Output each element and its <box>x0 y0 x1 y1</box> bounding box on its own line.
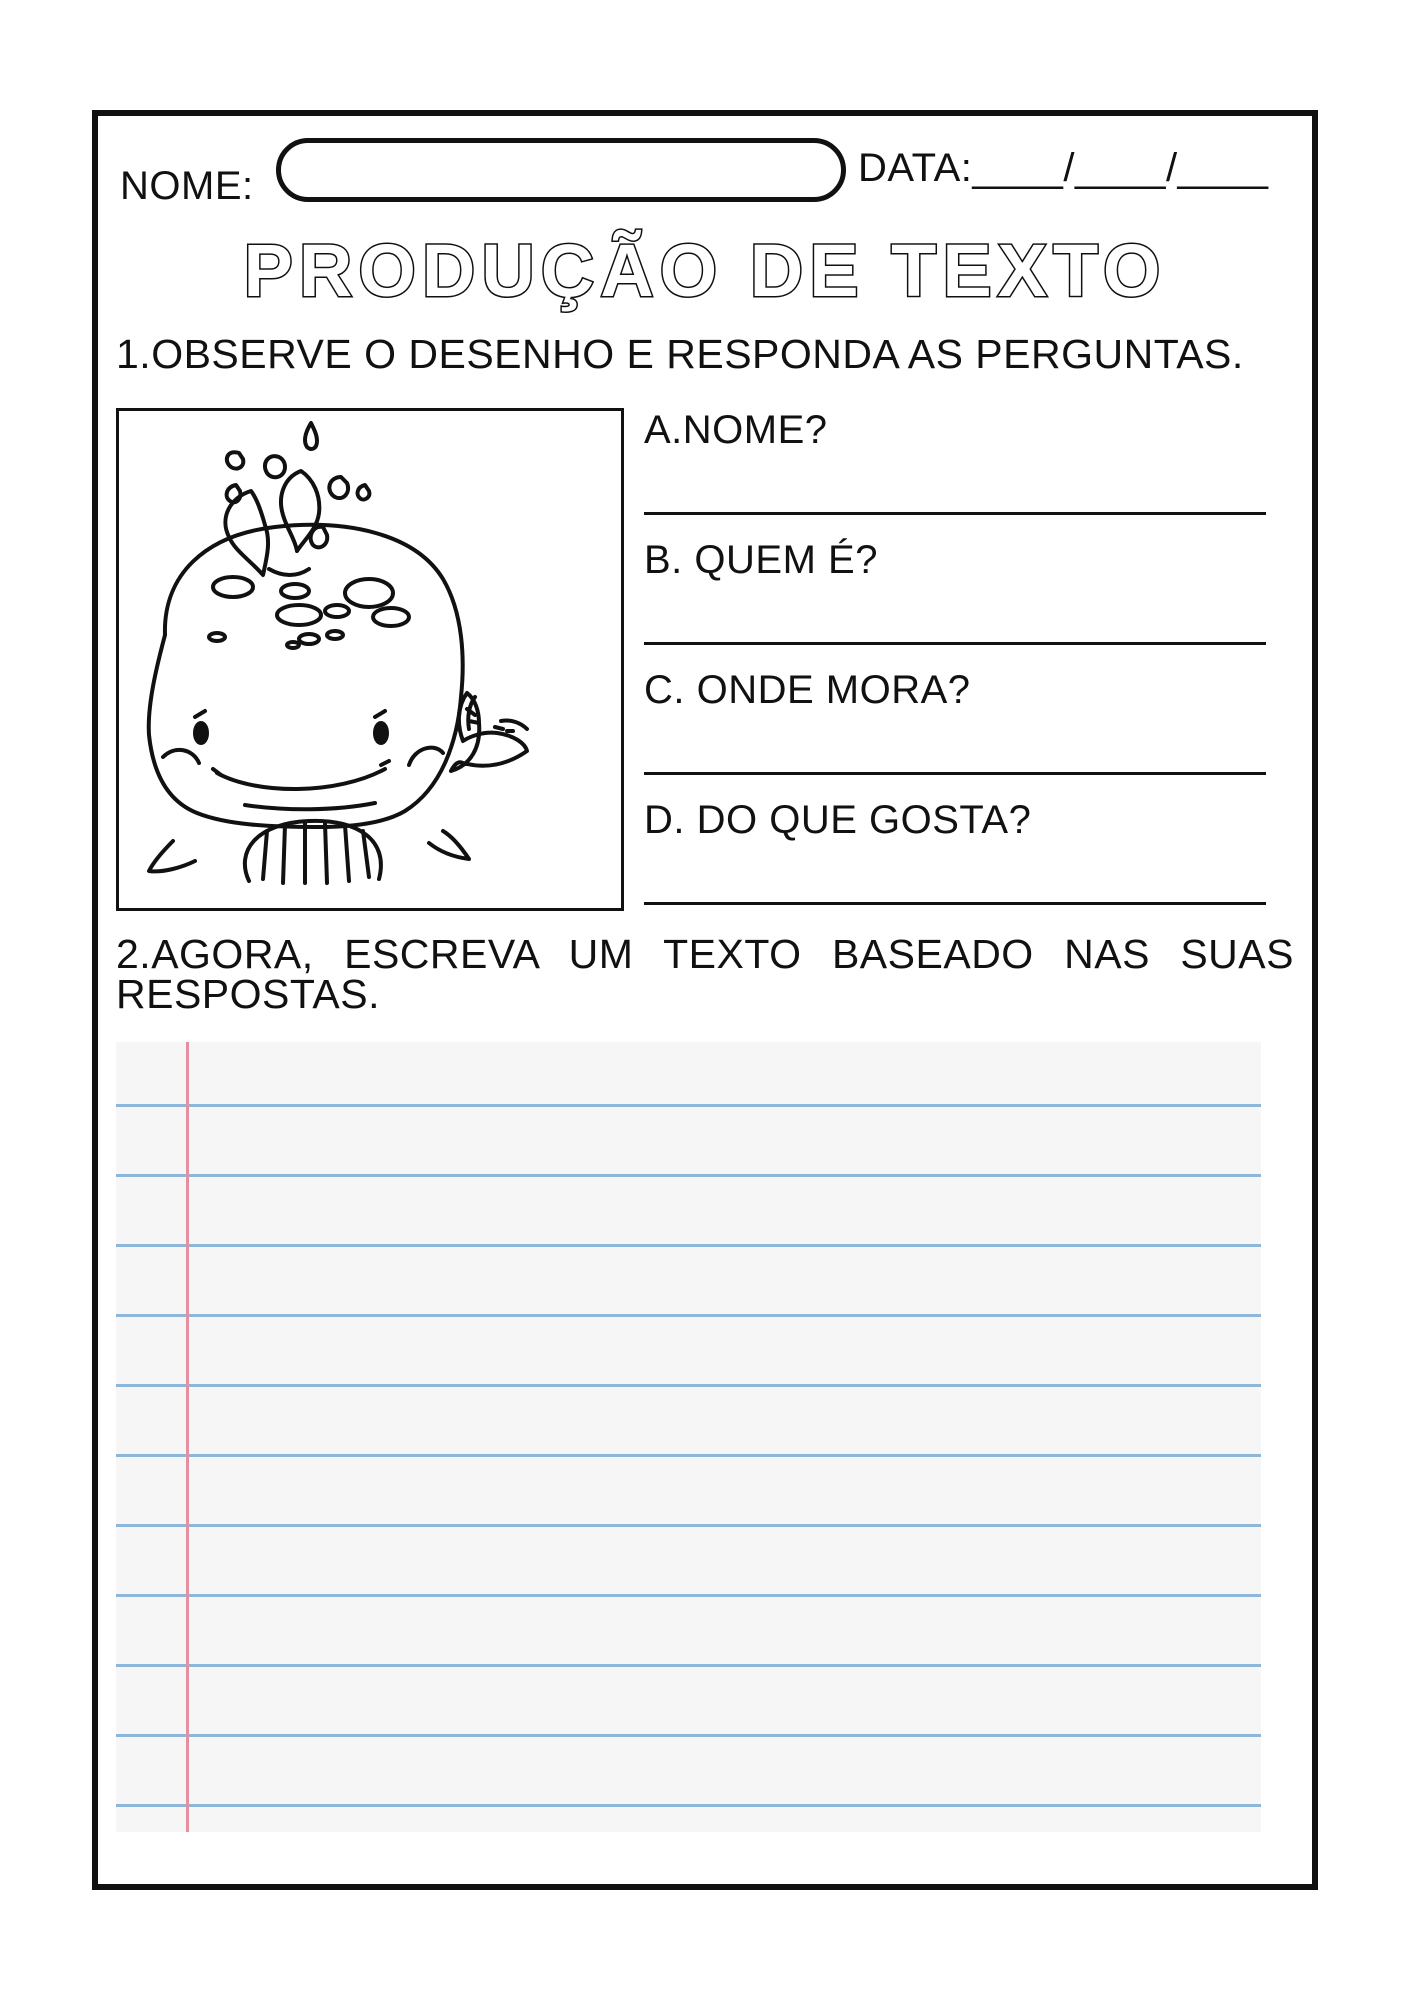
ruled-line <box>116 1524 1261 1527</box>
ruled-line <box>116 1734 1261 1737</box>
ruled-line <box>116 1594 1261 1597</box>
name-field[interactable] <box>276 138 846 202</box>
margin-line <box>186 1042 189 1832</box>
ruled-line <box>116 1664 1261 1667</box>
answer-line-c[interactable] <box>644 772 1266 775</box>
question-c-label: C. ONDE MORA? <box>644 668 971 712</box>
ruled-line <box>116 1314 1261 1317</box>
ruled-line <box>116 1384 1261 1387</box>
date-label: DATA:____/____/____ <box>858 146 1269 190</box>
name-label: NOME: <box>120 164 254 208</box>
ruled-line <box>116 1104 1261 1107</box>
whale-image-box <box>116 408 624 911</box>
question-1-prompt: 1.OBSERVE O DESENHO E RESPONDA AS PERGUNTAS. <box>116 331 1244 377</box>
ruled-line <box>116 1174 1261 1177</box>
lined-writing-area[interactable] <box>116 1042 1261 1832</box>
question-a-label: A.NOME? <box>644 408 828 452</box>
whale-drawing <box>119 411 621 908</box>
worksheet-frame <box>92 110 1318 1890</box>
ruled-line <box>116 1244 1261 1247</box>
question-2-prompt: 2.AGORA, ESCREVA UM TEXTO BASEADO NAS SUAS RESPOSTAS. <box>116 931 1294 1017</box>
page-title: PRODUÇÃO DE TEXTO <box>243 229 1167 312</box>
ruled-line <box>116 1454 1261 1457</box>
answer-line-d[interactable] <box>644 902 1266 905</box>
ruled-line <box>116 1804 1261 1807</box>
answer-line-a[interactable] <box>644 512 1266 515</box>
question-d-label: D. DO QUE GOSTA? <box>644 798 1032 842</box>
question-b-label: B. QUEM É? <box>644 538 878 582</box>
answer-line-b[interactable] <box>644 642 1266 645</box>
